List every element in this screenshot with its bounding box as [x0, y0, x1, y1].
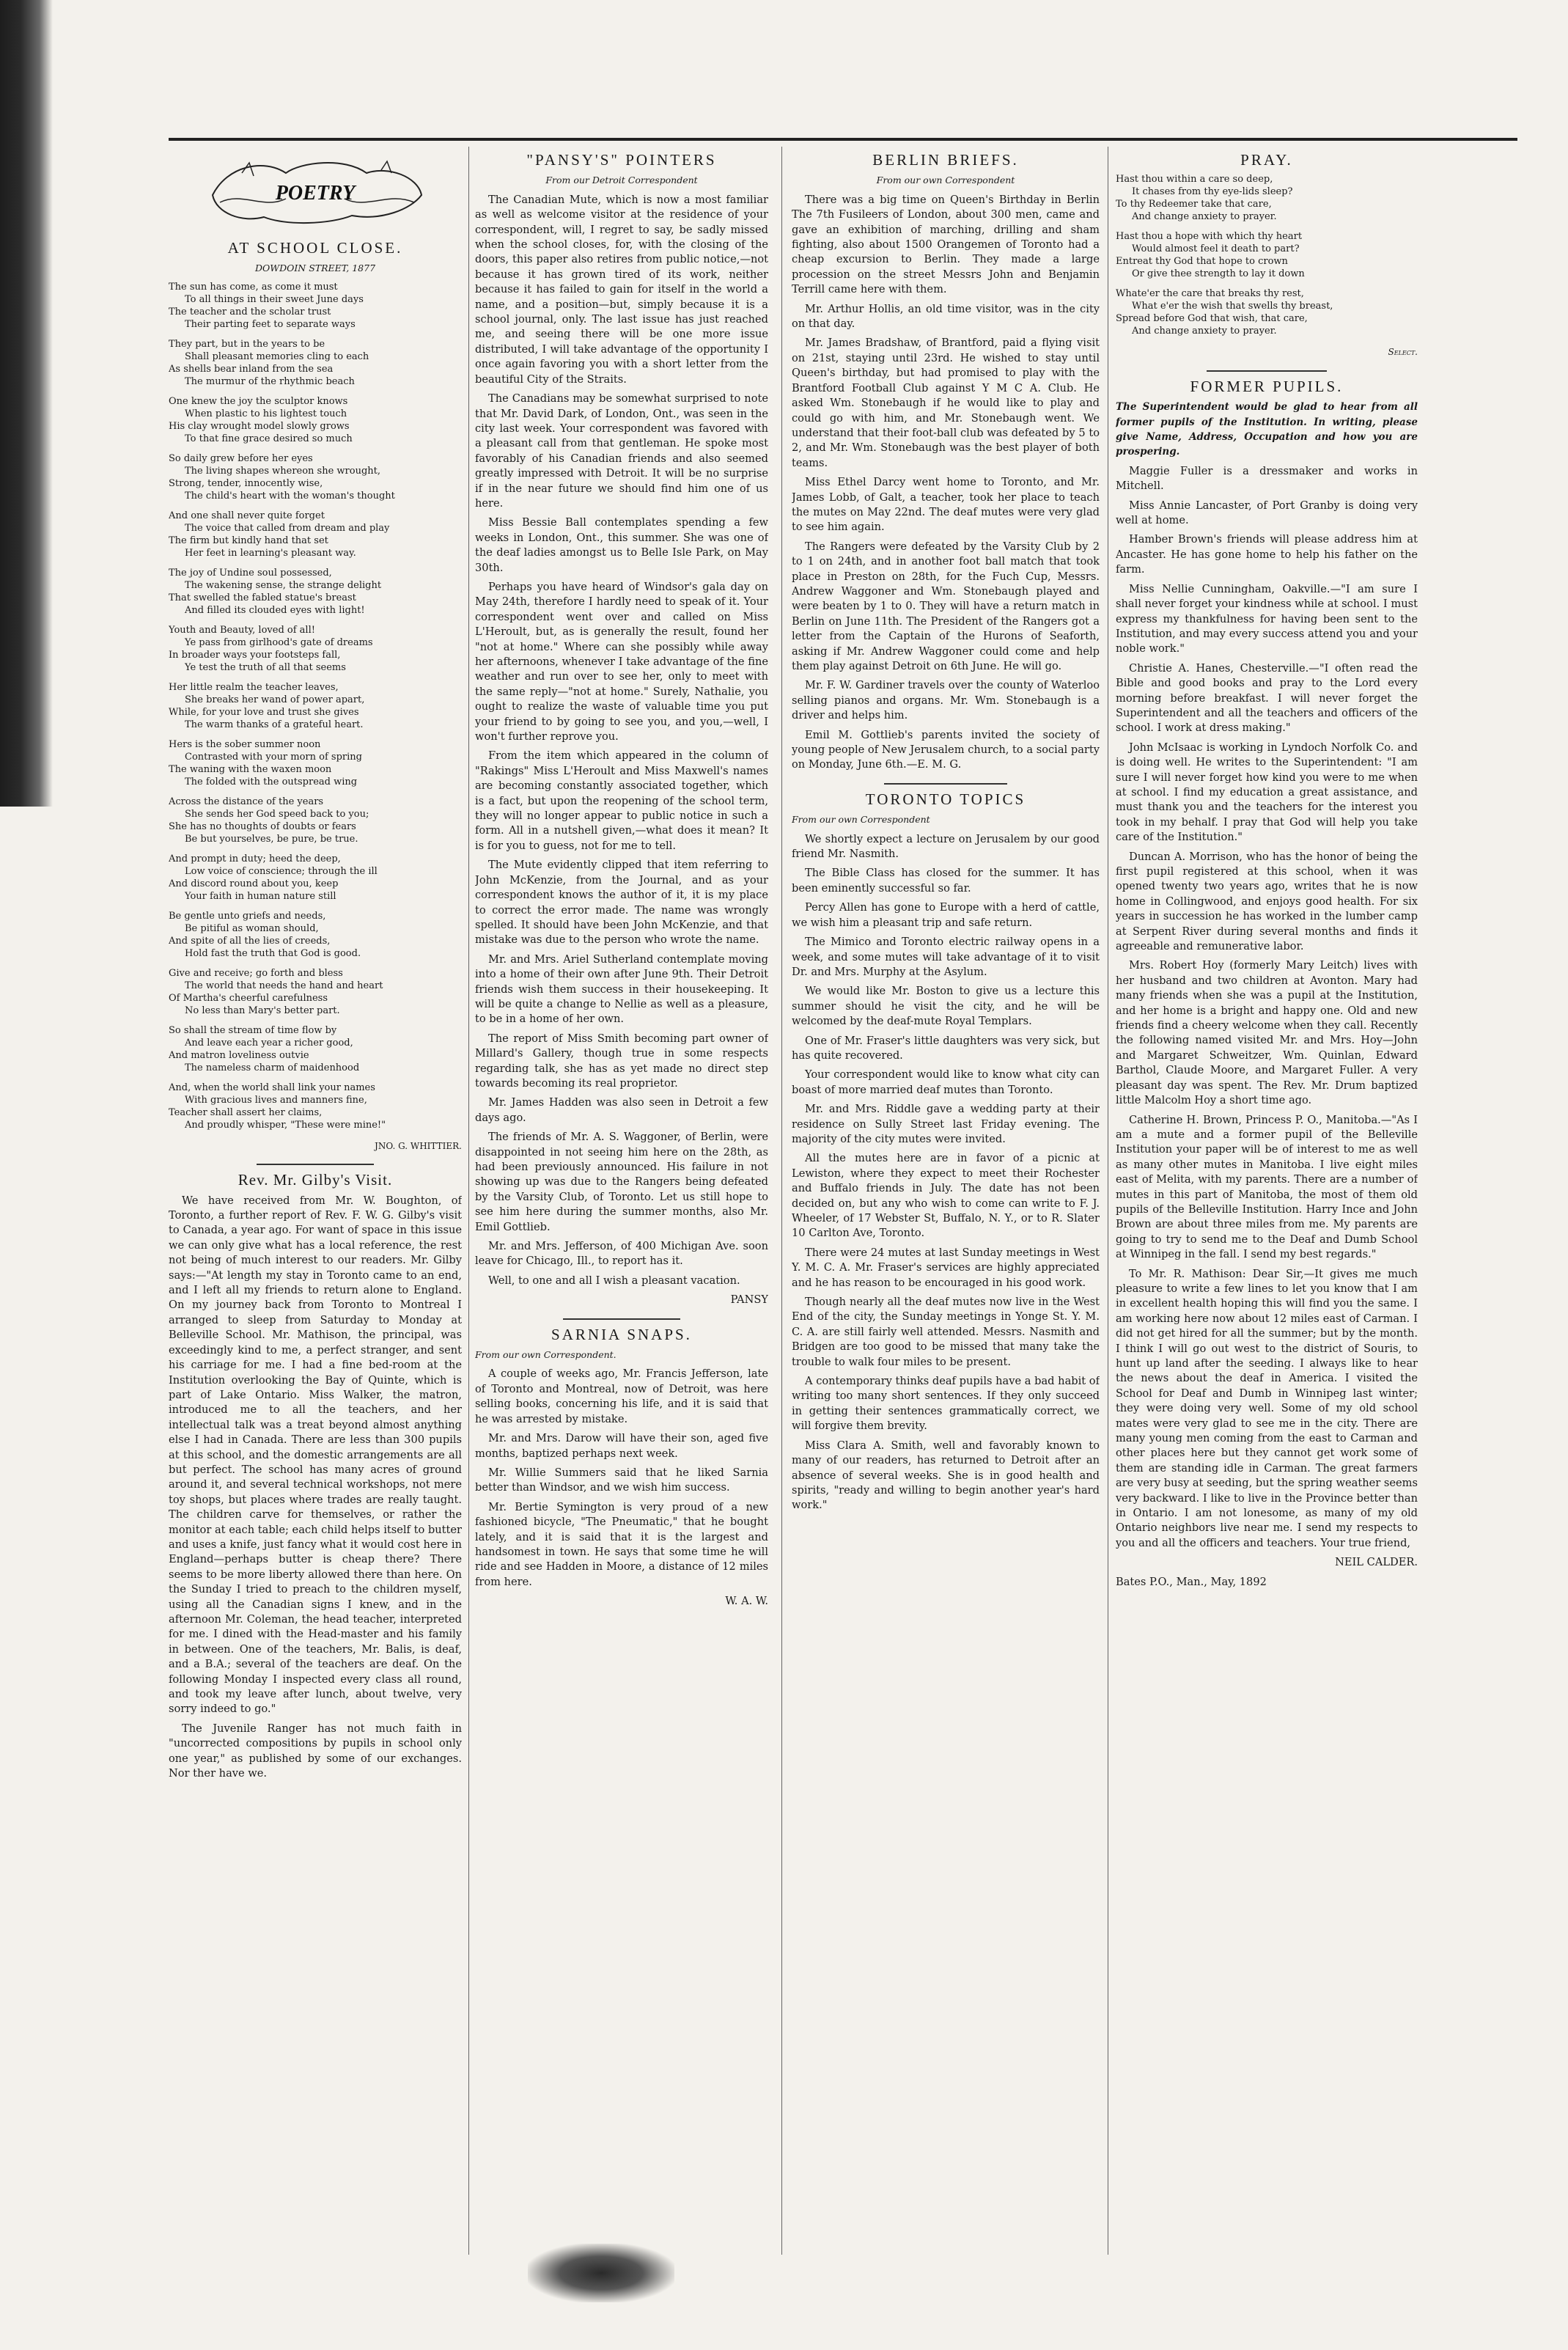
- poem-line: Ye test the truth of all that seems: [185, 661, 346, 673]
- poem-line: With gracious lives and manners fine,: [185, 1094, 367, 1106]
- poetry-banner-illustration: [198, 151, 433, 233]
- poem-line: And prompt in duty; heed the deep,: [169, 853, 341, 864]
- article-paragraph: To Mr. R. Mathison: Dear Sir,—It gives me much pleasure to write a few lines to let you know that I am in excellent health hoping this will find you the same. I am working here now about 12 miles east of Carman. I did not get hired for all the summer; but by the month. I think I will go out west to the district of Souris, to hunt up land after the seeding. I always like to hear the news about the deaf in America. I visited the School for Deaf and Dumb in Winnipeg last winter; they were doing very well. Some of my old school mates were very glad to see me in the city. There are many young men coming from the east to Carman and other places here but they cannot get work some of them are standing idle in Carman. The great farmers are very busy at seeding, but the spring weather seems very backward. I like to live in the Province better than in Ontario. I am not lonesome, as many of my old Ontario neighbors live near me. I send my respects to you and all the officers and teachers. Your true friend,: [1116, 1267, 1418, 1549]
- poem-line: She has no thoughts of doubts or fears: [169, 820, 356, 832]
- sarnia-signature: W. A. W.: [725, 1595, 768, 1608]
- article-paragraph: We would like Mr. Boston to give us a lecture this summer should he visit the city, and he will be welcomed by the deaf-mute Royal Templars.: [792, 985, 1100, 1028]
- poem-line: Their parting feet to separate ways: [185, 318, 356, 330]
- sarnia-title: SARNIA SNAPS.: [551, 1325, 692, 1343]
- article-paragraph: John McIsaac is working in Lyndoch Norfolk Co. and is doing well. He writes to the Superintendent: "I am sure I will never forget how kind you were to me when at school. I find my education a great assistance, and must thank you and the teachers for the interest you took in my behalf. I pray that God will help you take care of the Institution.": [1116, 741, 1418, 844]
- pansy-title: "PANSY'S" POINTERS: [526, 151, 717, 169]
- poem-stanza: [169, 681, 462, 731]
- poem-line: Would almost feel it death to part?: [1132, 243, 1300, 255]
- poem-line: And, when the world shall link your names: [169, 1082, 375, 1093]
- poem-stanza: [169, 338, 462, 388]
- poem-line: And leave each year a richer good,: [185, 1037, 353, 1049]
- poem-line: Be pitiful as woman should,: [185, 922, 319, 934]
- article-paragraph: Mr. F. W. Gardiner travels over the county of Waterloo selling pianos and organs. Mr. Wm. Stonebaugh is a driver and helps him.: [792, 679, 1100, 722]
- pansy-body: [475, 193, 768, 1288]
- poem-line: And spite of all the lies of creeds,: [169, 935, 331, 947]
- article-paragraph: Maggie Fuller is a dressmaker and works in Mitchell.: [1116, 464, 1418, 493]
- poem-line: The voice that called from dream and play: [185, 522, 390, 534]
- sarnia-body: [475, 1367, 768, 1590]
- poem-stanza: [169, 567, 462, 617]
- column-2: [475, 147, 768, 2262]
- poem-line: Hast thou a hope with which thy heart: [1116, 231, 1303, 243]
- poem-line: It chases from thy eye-lids sleep?: [1132, 186, 1293, 198]
- poem-stanza: [169, 853, 462, 903]
- section-separator: [257, 1164, 374, 1165]
- article-paragraph: A contemporary thinks deaf pupils have a bad habit of writing too many short sentences. If they only succeed in getting their sentences grammatically correct, we will forgive them brevity.: [792, 1375, 1100, 1433]
- pray-poem-body: [1116, 173, 1418, 337]
- article-paragraph: Mr. Willie Summers said that he liked Sarnia better than Windsor, and we wish him success.: [475, 1466, 768, 1494]
- poem-line: Be but yourselves, be pure, be true.: [185, 833, 358, 845]
- poem-line: And filled its clouded eyes with light!: [185, 604, 365, 616]
- article-paragraph: Miss Bessie Ball contemplates spending a few weeks in London, Ont., this summer. She was one of the deaf ladies amongst us to Belle Isle Park, on May 30th.: [475, 516, 768, 574]
- article-paragraph: Mr. Arthur Hollis, an old time visitor, was in the city on that day.: [792, 302, 1100, 331]
- poem-line: Of Martha's cheerful carefulness: [169, 992, 328, 1004]
- sarnia-byline: From our own Correspondent.: [475, 1349, 616, 1361]
- poem-line: The teacher and the scholar trust: [169, 306, 331, 317]
- article-paragraph: Miss Nellie Cunningham, Oakville.—"I am sure I shall never forget your kindness while at school. I must express my thankfulness for having been sent to the Institution, and may every success attend you and your noble work.": [1116, 582, 1418, 656]
- article-paragraph: A couple of weeks ago, Mr. Francis Jefferson, late of Toronto and Montreal, now of Detroit, was here selling books, concerning his life, and it is said that he was arrested by mistake.: [475, 1367, 768, 1425]
- former-title: FORMER PUPILS.: [1190, 377, 1344, 395]
- poem-line: Entreat thy God that hope to crown: [1116, 256, 1288, 268]
- article-paragraph: Perhaps you have heard of Windsor's gala day on May 24th, therefore I hardly need to speak of it. Your correspondent went over and called on Miss L'Heroult, but, as is generally the result, found her "not at home." Where can she possibly while away her afternoons, whenever I take advantage of the fine weather and run over to see her, only to meet with the same reply—"not at home." Surely, Nathalie, you ought to realize the waste of valuable time you put your friend to by going to see you, and you,—well, I won't further reprove you.: [475, 580, 768, 743]
- poem-line: The child's heart with the woman's thought: [185, 490, 395, 502]
- former-intro: The Superintendent would be glad to hear from all former pupils of the Institution. In writing, please give Name, Address, Occupation and how you are prospering.: [1116, 401, 1418, 458]
- article-paragraph: We have received from Mr. W. Boughton, of Toronto, a further report of Rev. F. W. G. Gilby's visit to Canada, a year ago. For want of space in this issue we can only give what has a local reference, the rest not being of much interest to our readers. Mr. Gilby says:—"At length my stay in Toronto came to an end, and I left all my friends to return alone to England. On my journey back from Toronto to Montreal I arranged to sleep from Saturday to Monday at Belleville School. Mr. Mathison, the principal, was exceedingly kind to me, a perfect stranger, and sent his carriage for me. I had a fine bed-room at the Institution overlooking the Bay of Quinte, which is part of Lake Ontario. Miss Walker, the matron, introduced me to all the teachers, and her intellectual talk was a treat beyond almost anything else I had in Canada. There are less than 300 pupils at this school, and the domestic arrangements are all but perfect. The school has many acres of ground around it, and several technical workshops, not mere toy shops, but places where trades are really taught. The children carve for themselves, or rather the monitor at each table; each child helps itself to butter and uses a knife, just fancy what it would cost here in England—perhaps butter is cheap there? There seems to be more liberty allowed there than here. On the Sunday I tried to preach to the children myself, using all the Canadian signs I knew, and in the afternoon Mr. Coleman, the head teacher, interpreted for me. I dined with the Head-master and his family in between. One of the teachers, Mr. Balis, is deaf, and a B.A.; several of the teachers are deaf. On the following Monday I inspected every class all round, and took my leave after lunch, about twelve, very sorry indeed to go.": [169, 1194, 462, 1716]
- poem-stanza: [169, 738, 462, 788]
- former-dateline: Bates P.O., Man., May, 1892: [1116, 1575, 1267, 1588]
- poem-line: Spread before God that wish, that care,: [1116, 313, 1308, 325]
- pray-author: Select.: [1388, 347, 1418, 358]
- gilby-body: [169, 1194, 462, 1782]
- toronto-byline: From our own Correspondent: [792, 814, 930, 826]
- article-paragraph: Mr. James Hadden was also seen in Detroit a few days ago.: [475, 1096, 768, 1124]
- poem-stanza: [169, 510, 462, 559]
- poem-line: To that fine grace desired so much: [185, 433, 353, 444]
- poem-line: Contrasted with your morn of spring: [185, 751, 362, 763]
- article-paragraph: The report of Miss Smith becoming part owner of Millard's Gallery, though true in some respects regarding talk, she has as yet made no direct step towards becoming its real proprietor.: [475, 1032, 768, 1090]
- article-paragraph: We shortly expect a lecture on Jerusalem by our good friend Mr. Nasmith.: [792, 832, 1100, 861]
- poem-stanza: [169, 281, 462, 331]
- poem-line: Give and receive; go forth and bless: [169, 967, 343, 979]
- article-paragraph: Hamber Brown's friends will please address him at Ancaster. He has gone home to help his father on the farm.: [1116, 533, 1418, 576]
- article-paragraph: Mrs. Robert Hoy (formerly Mary Leitch) lives with her husband and two children at Avonton. Mary had many friends when she was a pupil at the Institution, and her home is a bright and happy one. Old and new friends find a cheery welcome when they call. Recently the following named visited Mr. and Mrs. Hoy—John and Margaret Schweitzer, Wm. Quinlan, Edward Barthol, Claude Moore, and Margaret Fuller. A very pleasant day was spent. The Rev. Mr. Drum baptized little Malcolm Hoy a short time ago.: [1116, 959, 1418, 1107]
- poem-line: In broader ways your footsteps fall,: [169, 649, 341, 661]
- poem-line: And proudly whisper, "These were mine!": [185, 1119, 386, 1131]
- poem-line: And discord round about you, keep: [169, 878, 339, 889]
- poem-stanza: [1116, 173, 1418, 223]
- poem-line: Shall pleasant memories cling to each: [185, 350, 369, 362]
- poem-line: Ye pass from girlhood's gate of dreams: [185, 636, 373, 648]
- poem-line: Your faith in human nature still: [185, 890, 336, 902]
- poem-line: One knew the joy the sculptor knows: [169, 395, 348, 407]
- article-paragraph: From the item which appeared in the column of "Rakings" Miss L'Heroult and Miss Maxwell's names are becoming constantly associated together, which is a fact, but upon the reopening of the school term, they will no longer appear to public notice in such a form. All in a nutshell given,—what does it mean? It is for you to guess, not for me to tell.: [475, 749, 768, 852]
- pansy-signature: PANSY: [730, 1293, 768, 1307]
- poem-line: The sun has come, as come it must: [169, 281, 338, 293]
- article-paragraph: Emil M. Gottlieb's parents invited the society of young people of New Jerusalem church, to a social party on Monday, June 6th.—E. M. G.: [792, 728, 1100, 771]
- poem-line: Youth and Beauty, loved of all!: [169, 624, 315, 636]
- article-paragraph: Miss Clara A. Smith, well and favorably known to many of our readers, has returned to Detroit after an absence of several weeks. She is in good health and spirits, "ready and willing to begin another year's hard work.": [792, 1439, 1100, 1512]
- poem-line: Be gentle unto griefs and needs,: [169, 910, 326, 922]
- article-paragraph: Duncan A. Morrison, who has the honor of being the first pupil registered at this school, when it was opened twenty two years ago, writes that he is now home in Collingwood, and enjoys good health. For six years in succession he has worked in the lumber camp at Serpent River during several months and finds it agreeable and remunerative labor.: [1116, 850, 1418, 953]
- poem-line: Hold fast the truth that God is good.: [185, 947, 361, 959]
- article-paragraph: The Canadian Mute, which is now a most familiar as well as welcome visitor at the residence of your correspondent, will, I regret to say, be sadly missed when the school closes, for, with the closing of the doors, this paper also retires from public notice,—not because it has grown tired of its work, neither because it has failed to gain for itself in the world a name, and a position—but, simply because it is a school journal, only. The last issue has just reached me, and seeing there will be one more issue distributed, I will take advantage of the opportunity I once again favoring you with a short letter from the beautiful City of the Straits.: [475, 193, 768, 386]
- poem-line: The joy of Undine soul possessed,: [169, 567, 332, 579]
- article-paragraph: The Canadians may be somewhat surprised to note that Mr. David Dark, of London, Ont., was seen in the city last week. Your correspondent was favored with a pleasant call from that gentleman. He spoke most favorably of his Canadian friends and also seemed greatly impressed with Detroit. It will be no surprise if in the near future we should find him one of us here.: [475, 392, 768, 510]
- article-paragraph: Mr. and Mrs. Ariel Sutherland contemplate moving into a home of their own after June 9th. Their Detroit friends wish them success in their housekeeping. It will be quite a change to Nellie as well as a pleasure, to be in a home of her own.: [475, 952, 768, 1026]
- poem-line: That swelled the fabled statue's breast: [169, 592, 356, 603]
- article-paragraph: The friends of Mr. A. S. Waggoner, of Berlin, were disappointed in not seeing him here on the 28th, as had been previously announced. His failure in not showing up was due to the Rangers being defeated by the Varsity Club, of Toronto. Let us still hope to see him here during the summer months, also Mr. Emil Gottlieb.: [475, 1131, 768, 1233]
- header-rule: [169, 138, 1517, 141]
- poem-line: His clay wrought model slowly grows: [169, 420, 350, 432]
- poem-line: Teacher shall assert her claims,: [169, 1106, 323, 1118]
- article-paragraph: Though nearly all the deaf mutes now live in the West End of the city, the Sunday meetings in Yonge St. Y. M. C. A. are still fairly well attended. Messrs. Nasmith and Bridgen are too good to be missed that many take the trouble to walk four miles to be present.: [792, 1296, 1100, 1368]
- article-paragraph: All the mutes here are in favor of a picnic at Lewiston, where they expect to meet their Rochester and Buffalo friends in July. The date has not been decided on, but any who wish to come can write to F. J. Wheeler, of 17 Webster St, Buffalo, N. Y., or to R. Slater 10 Carlton Ave, Toronto.: [792, 1152, 1100, 1240]
- article-paragraph: There was a big time on Queen's Birthday in Berlin The 7th Fusileers of London, about 300 men, came and gave an exhibition of marching, drilling and sham fighting, also about 1500 Orangemen of Toronto had a cheap excursion to Berlin. They made a large procession on the street Messrs John and Benjamin Terrill came here with them.: [792, 193, 1100, 296]
- poem-subtitle: DOWDOIN STREET, 1877: [254, 262, 376, 274]
- article-paragraph: The Juvenile Ranger has not much faith in "uncorrected compositions by pupils in school only one year," as published by some of our exchanges. Nor ther have we.: [169, 1722, 462, 1780]
- poem-line: And change anxiety to prayer.: [1132, 326, 1277, 337]
- poem-line: Across the distance of the years: [169, 796, 324, 807]
- section-separator: [884, 783, 1007, 785]
- article-paragraph: There were 24 mutes at last Sunday meetings in West Y. M. C. A. Mr. Fraser's services are highly appreciated and he has reason to be encouraged in his good work.: [792, 1246, 1100, 1289]
- poem-line: Her little realm the teacher leaves,: [169, 681, 339, 693]
- poem-stanza: [169, 796, 462, 845]
- poem-stanza: [1116, 287, 1418, 337]
- column-4: [1116, 147, 1418, 2262]
- poem-line: What e'er the wish that swells thy breast,: [1132, 301, 1333, 312]
- berlin-byline: From our own Correspondent: [876, 175, 1015, 186]
- poem-line: The folded with the outspread wing: [185, 776, 358, 787]
- poem-line: To thy Redeemer take that care,: [1116, 199, 1272, 210]
- poem-line: The firm but kindly hand that set: [169, 535, 328, 546]
- column-divider: [468, 147, 469, 2255]
- poem-line: And change anxiety to prayer.: [1132, 211, 1277, 223]
- poem-stanza: [1116, 230, 1418, 280]
- article-paragraph: Christie A. Hanes, Chesterville.—"I often read the Bible and good books and pray to the Lord every morning before breakfast. I will never forget the Superintendent and all the teachers and officers of the school. I work at dress making.": [1116, 661, 1418, 735]
- poem-stanza: [169, 910, 462, 960]
- poem-line: The living shapes whereon she wrought,: [185, 465, 381, 477]
- poem-stanza: [169, 967, 462, 1017]
- article-paragraph: The Bible Class has closed for the summer. It has been eminently successful so far.: [792, 867, 1100, 895]
- column-3: [792, 147, 1100, 2262]
- article-paragraph: Mr. and Mrs. Jefferson, of 400 Michigan Ave. soon leave for Chicago, Ill., to report has it.: [475, 1240, 768, 1268]
- column-1: [169, 147, 462, 2262]
- poem-line: Low voice of conscience; through the ill: [185, 865, 378, 877]
- poem-line: The warm thanks of a grateful heart.: [185, 719, 364, 730]
- poem-line: The wakening sense, the strange delight: [185, 579, 382, 591]
- article-paragraph: The Mimico and Toronto electric railway opens in a week, and some mutes will take advantage of it to visit Dr. and Mrs. Murphy at the Asylum.: [792, 936, 1100, 978]
- poem-line: Whate'er the care that breaks thy rest,: [1116, 288, 1304, 300]
- toronto-body: [792, 832, 1100, 1513]
- poem-line: So shall the stream of time flow by: [169, 1024, 337, 1036]
- toronto-title: TORONTO TOPICS: [865, 790, 1026, 808]
- poem-stanza: [169, 395, 462, 445]
- poem-line: While, for your love and trust she gives: [169, 706, 359, 718]
- poem-line: The world that needs the hand and heart: [185, 980, 383, 991]
- article-paragraph: Mr. Bertie Symington is very proud of a new fashioned bicycle, "The Pneumatic," that he bought lately, and it is said that it is the largest and handsomest in town. He says that some time he will ride and see Hadden in Moore, a distance of 12 miles from here.: [475, 1500, 768, 1588]
- article-paragraph: Well, to one and all I wish a pleasant vacation.: [488, 1274, 740, 1287]
- poem-line: She breaks her wand of power apart,: [185, 694, 365, 705]
- poem-line: To all things in their sweet June days: [185, 293, 364, 305]
- poem-line: So daily grew before her eyes: [169, 452, 313, 464]
- column-divider: [781, 147, 782, 2255]
- section-separator: [563, 1318, 680, 1320]
- scan-edge-shadow: [0, 0, 53, 807]
- pansy-byline: From our Detroit Correspondent: [545, 175, 698, 186]
- former-body: [1116, 464, 1418, 1551]
- article-paragraph: Mr. and Mrs. Darow will have their son, aged five months, baptized perhaps next week.: [475, 1432, 768, 1460]
- pray-title: PRAY.: [1240, 151, 1293, 169]
- poem-line: She sends her God speed back to you;: [185, 808, 369, 820]
- berlin-body: [792, 193, 1100, 773]
- poem-line: They part, but in the years to be: [169, 338, 325, 350]
- poem-stanza: [169, 624, 462, 674]
- poem-line: Hast thou within a care so deep,: [1116, 174, 1273, 186]
- poem-line: The waning with the waxen moon: [169, 763, 332, 775]
- article-paragraph: Mr. and Mrs. Riddle gave a wedding party at their residence on Sully Street last Friday evening. The majority of the city mutes were invited.: [792, 1103, 1100, 1145]
- poem-stanza: [169, 1082, 462, 1131]
- poem-stanza: [169, 1024, 462, 1074]
- article-paragraph: Percy Allen has gone to Europe with a herd of cattle, we wish him a pleasant trip and safe return.: [792, 901, 1100, 929]
- poetry-banner-text: POETRY: [275, 182, 356, 205]
- gilby-title: Rev. Mr. Gilby's Visit.: [238, 1171, 393, 1189]
- former-signature: NEIL CALDER.: [1335, 1556, 1418, 1569]
- poem-line: As shells bear inland from the sea: [169, 363, 334, 375]
- article-paragraph: Mr. James Bradshaw, of Brantford, paid a flying visit on 21st, staying until 23rd. He wished to stay until Queen's birthday, but had promised to play with the Brantford Football Club against Y M C A. Club. He asked Wm. Stonebaugh if he would like to play and could go with him, and Mr. Stonebaugh went. We understand that their foot-ball club was defeated by 5 to 2, and Mr. Wm. Stonebaugh was the best player of both teams.: [792, 337, 1100, 469]
- poem-stanza: [169, 452, 462, 502]
- article-paragraph: Catherine H. Brown, Princess P. O., Manitoba.—"As I am a mute and a former pupil of the Belleville Institution your paper will be of interest to me as well as many other mutes in Manitoba. I live eight miles east of Melita, with my parents. There are a number of mutes in this part of Manitoba, the most of them old pupils of the Belleville Institution. Harry Ince and John Brown are about three miles from me. My parents are going to try to send me to the Deaf and Dumb School at Winnipeg in the fall. I send my best regards.": [1116, 1113, 1418, 1261]
- article-paragraph: Miss Ethel Darcy went home to Toronto, and Mr. James Lobb, of Galt, a teacher, took her place to teach the mutes on May 22nd. The deaf mutes were very glad to see him again.: [792, 476, 1100, 534]
- article-paragraph: The Mute evidently clipped that item referring to John McKenzie, from the Journal, and as your correspondent knows the author of it, it is my place to correct the error made. The name was wrongly spelled. It should have been John McKenzie, and that mistake was due to the person who wrote the name.: [475, 859, 768, 947]
- article-paragraph: One of Mr. Fraser's little daughters was very sick, but has quite recovered.: [792, 1034, 1100, 1062]
- poem-line: Her feet in learning's pleasant way.: [185, 547, 356, 559]
- poem-author: JNO. G. WHITTIER.: [375, 1140, 462, 1151]
- article-paragraph: Your correspondent would like to know what city can boast of more married deaf mutes than Toronto.: [792, 1068, 1100, 1096]
- article-paragraph: Miss Annie Lancaster, of Port Granby is doing very well at home.: [1116, 499, 1418, 527]
- section-separator: [1207, 370, 1328, 372]
- poem-line: When plastic to his lightest touch: [185, 408, 347, 419]
- poem-line: The murmur of the rhythmic beach: [185, 375, 355, 387]
- poem-line: And matron loveliness outvie: [169, 1049, 309, 1061]
- ink-smudge: [528, 2244, 674, 2302]
- poem-line: Or give thee strength to lay it down: [1132, 268, 1305, 280]
- poem-body: [169, 281, 462, 1131]
- poem-line: The nameless charm of maidenhood: [185, 1062, 360, 1073]
- berlin-title: BERLIN BRIEFS.: [872, 151, 1019, 169]
- article-paragraph: The Rangers were defeated by the Varsity Club by 2 to 1 on 24th, and in another foot ball match that took place in Preston on 28th, for the Fuch Cup, Messrs. Andrew Waggoner and Wm. Stonebaugh played and were beaten by 1 to 0. They will have a return match in Berlin on June 11th. The President of the Rangers got a letter from the Captain of the Hurons of Seaforth, asking if Mr. Andrew Waggoner could come and help them play against Detroit on 6th June. He will go.: [792, 540, 1100, 672]
- poem-line: No less than Mary's better part.: [185, 1005, 340, 1016]
- poem-title: AT SCHOOL CLOSE.: [227, 239, 403, 257]
- poem-line: Hers is the sober summer noon: [169, 738, 321, 750]
- poem-line: Strong, tender, innocently wise,: [169, 477, 323, 489]
- poem-line: And one shall never quite forget: [169, 510, 325, 521]
